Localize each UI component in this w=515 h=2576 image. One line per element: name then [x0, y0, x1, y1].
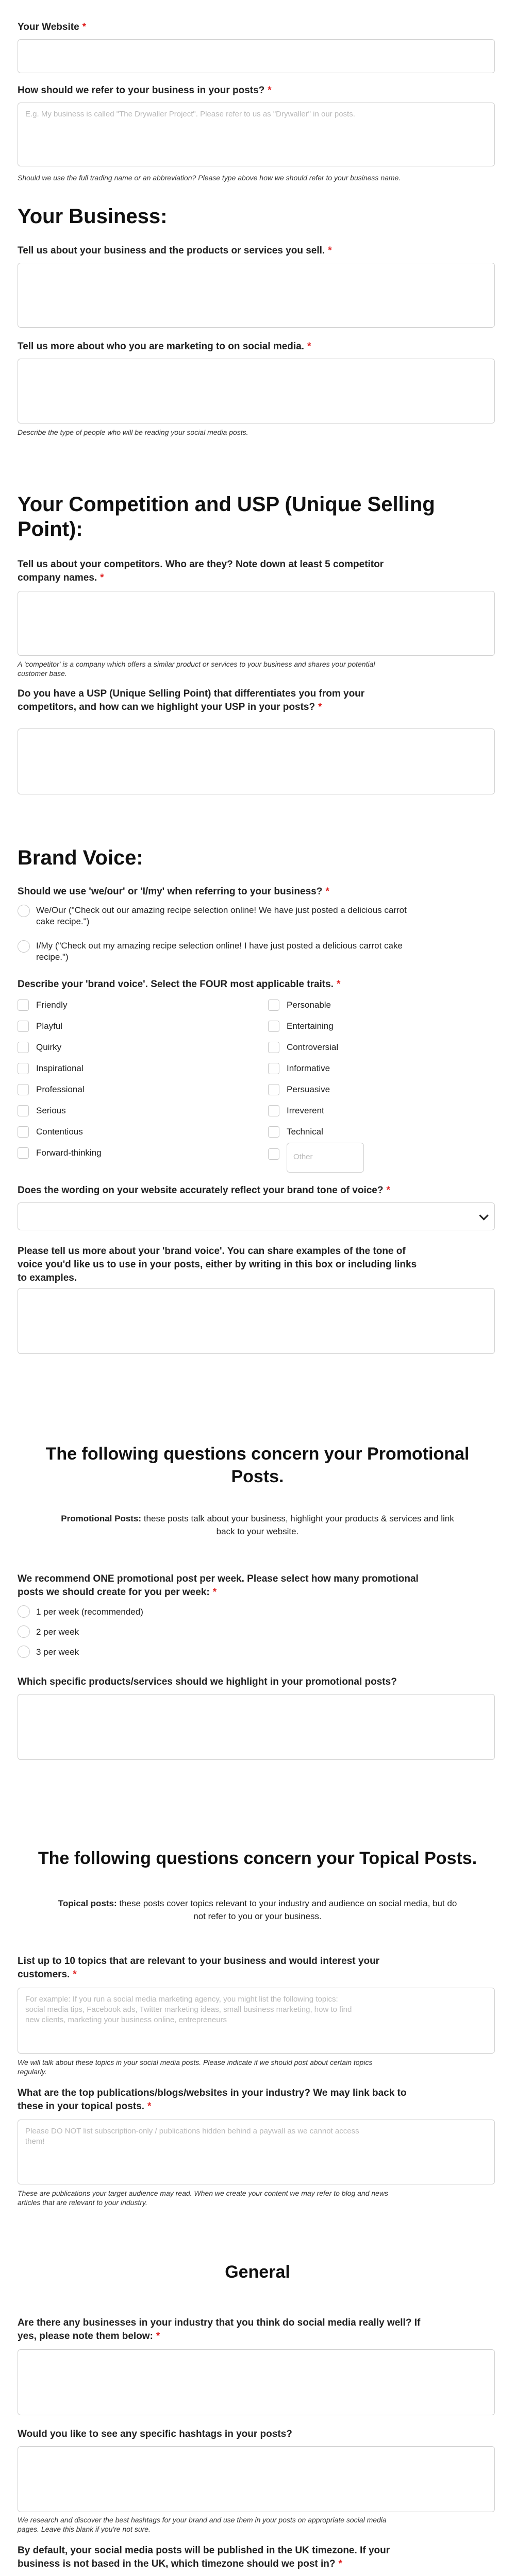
promo-count-option-2: 2 per week — [36, 1627, 79, 1637]
trait-label-personable: Personable — [287, 1000, 331, 1010]
timezone-label: By default, your social media posts will be published in the UK timezone. If your business is not based in the UK, which timezone should we post in? * — [18, 2545, 390, 2569]
general-heading: General — [225, 2262, 290, 2282]
marketing-textarea[interactable] — [18, 359, 495, 423]
business-heading: Your Business: — [18, 205, 168, 228]
trait-checkbox-technical[interactable] — [268, 1126, 279, 1138]
i-radio[interactable] — [18, 940, 30, 953]
topics-hint: We will talk about these topics in your social media posts. Please indicate if we should post about certain topics regularly. — [18, 2058, 373, 2076]
trait-checkbox-professional[interactable] — [18, 1084, 29, 1095]
refer-textarea[interactable] — [18, 103, 495, 166]
required-mark: * — [338, 2558, 342, 2569]
required-mark: * — [318, 702, 322, 713]
pubs-label: What are the top publications/blogs/websites in your industry? We may link back to these in your topical posts. * — [18, 2088, 407, 2112]
website-label: Your Website * — [18, 22, 87, 32]
competitors-textarea[interactable] — [18, 591, 495, 656]
refer-label: How should we refer to your business in your posts? * — [18, 85, 272, 96]
promo-intro: Promotional Posts: these posts talk about your business, highlight your products & services and link back to your website. — [61, 1514, 454, 1536]
hashtags-label: Would you like to see any specific hashtags in your posts? — [18, 2429, 292, 2439]
competitors-hint: A 'competitor' is a company which offers a similar product or services to your business and shares your potential customer base. — [18, 660, 375, 677]
others-label: Are there any businesses in your industry that you think do social media really well? If yes, please note them below: * — [18, 2317, 421, 2342]
promo-count-radio-3[interactable] — [18, 1646, 30, 1658]
trait-label-entertaining: Entertaining — [287, 1021, 334, 1031]
promo-count-radio-2[interactable] — [18, 1625, 30, 1638]
pubs-hint: These are publications your target audience may read. When we create your content we may refer to blog and news articles that are relevant to your industry. — [18, 2189, 389, 2207]
trait-label-playful: Playful — [36, 1021, 63, 1031]
trait-checkbox-friendly[interactable] — [18, 999, 29, 1011]
required-mark: * — [325, 886, 329, 897]
trait-label-professional: Professional — [36, 1084, 85, 1094]
trait-checkbox-irreverent[interactable] — [268, 1105, 279, 1116]
trait-checkbox-other[interactable] — [268, 1148, 279, 1160]
wording-select[interactable] — [18, 1202, 495, 1230]
trait-other-placeholder: Other — [293, 1153, 313, 1161]
competitors-label: Tell us about your competitors. Who are they? Note down at least 5 competitor company names. * — [18, 559, 384, 583]
brand-heading: Brand Voice: — [18, 846, 143, 869]
trait-label-technical: Technical — [287, 1127, 323, 1137]
marketing-hint: Describe the type of people who will be reading your social media posts. — [18, 428, 248, 436]
promo-count-option-3: 3 per week — [36, 1647, 79, 1657]
required-mark: * — [73, 1969, 77, 1980]
required-mark: * — [307, 341, 311, 352]
trait-label-persuasive: Persuasive — [287, 1084, 330, 1094]
competition-heading: Your Competition and USP (Unique Selling Point): — [18, 493, 435, 540]
trait-label-serious: Serious — [36, 1106, 66, 1115]
tone-textarea[interactable] — [18, 1288, 495, 1354]
marketing-label: Tell us more about who you are marketing to on social media. * — [18, 341, 311, 352]
topics-label: List up to 10 topics that are relevant to your business and would interest your customers. * — [18, 1956, 380, 1980]
required-mark: * — [147, 2101, 152, 2112]
promo-heading: The following questions concern your Promotional Posts. — [45, 1444, 470, 1486]
promo-count-option-1: 1 per week (recommended) — [36, 1607, 143, 1617]
trait-other-input[interactable] — [287, 1143, 364, 1173]
promo-products-label: Which specific products/services should we highlight in your promotional posts? — [18, 1676, 397, 1687]
traits-label: Describe your 'brand voice'. Select the FOUR most applicable traits. * — [18, 979, 341, 990]
wording-label: Does the wording on your website accurately reflect your brand tone of voice? * — [18, 1185, 390, 1196]
trait-label-contentious: Contentious — [36, 1127, 83, 1137]
trait-checkbox-inspirational[interactable] — [18, 1063, 29, 1074]
trait-checkbox-serious[interactable] — [18, 1105, 29, 1116]
business-about-label: Tell us about your business and the products or services you sell. * — [18, 245, 332, 256]
trait-checkbox-contentious[interactable] — [18, 1126, 29, 1138]
topical-intro: Topical posts: these posts cover topics relevant to your industry and audience on social media, but do not refer to you or your business. — [58, 1899, 457, 1921]
required-mark: * — [337, 979, 341, 990]
trait-checkbox-playful[interactable] — [18, 1021, 29, 1032]
trait-checkbox-entertaining[interactable] — [268, 1021, 279, 1032]
required-mark: * — [268, 85, 272, 96]
trait-label-inspirational: Inspirational — [36, 1063, 84, 1073]
topics-textarea[interactable] — [18, 1988, 495, 2054]
promo-products-textarea[interactable] — [18, 1694, 495, 1760]
trait-label-friendly: Friendly — [36, 1000, 68, 1010]
usp-label: Do you have a USP (Unique Selling Point) that differentiates you from your competitors, and how can we highlight your USP in your posts? * — [18, 688, 365, 713]
we-label: Should we use 'we/our' or 'I/my' when referring to your business? * — [18, 886, 329, 897]
business-about-textarea[interactable] — [18, 263, 495, 328]
required-mark: * — [386, 1185, 390, 1196]
promo-count-label: We recommend ONE promotional post per week. Please select how many promotional posts we should create for you per week: * — [18, 1573, 419, 1598]
trait-checkbox-informative[interactable] — [268, 1063, 279, 1074]
hashtags-hint: We research and discover the best hashtags for your brand and use them in your posts on appropriate social media pages. Leave this blank if you're not sure. — [18, 2516, 387, 2533]
trait-checkbox-personable[interactable] — [268, 999, 279, 1011]
required-mark: * — [100, 572, 104, 583]
topical-heading: The following questions concern your Topical Posts. — [38, 1849, 477, 1868]
chevron-down-icon — [479, 1211, 488, 1220]
website-input[interactable] — [18, 39, 495, 73]
topics-placeholder: For example: If you run a social media marketing agency, you might list the following topics: social media tips, Facebook ads, Twitter marketing ideas, small business marketing, how to find new clients, marketing your business online, entrepreneurs — [25, 1995, 352, 2024]
hashtags-textarea[interactable] — [18, 2446, 495, 2512]
i-option-label: I/My ("Check out my amazing recipe selection online! I have just posted a delicious carrot cake recipe.") — [36, 941, 403, 962]
required-mark: * — [212, 1587, 217, 1598]
usp-textarea[interactable] — [18, 728, 495, 794]
required-mark: * — [82, 22, 87, 32]
required-mark: * — [156, 2331, 160, 2342]
trait-label-quirky: Quirky — [36, 1042, 62, 1052]
promo-count-radio-1[interactable] — [18, 1605, 30, 1618]
trait-label-forward-thinking: Forward-thinking — [36, 1148, 102, 1158]
others-textarea[interactable] — [18, 2349, 495, 2415]
trait-label-irreverent: Irreverent — [287, 1106, 324, 1115]
we-radio[interactable] — [18, 905, 30, 917]
refer-placeholder: E.g. My business is called "The Drywaller Project". Please refer to us as "Drywaller" in our posts. — [25, 110, 355, 118]
trait-checkbox-quirky[interactable] — [18, 1042, 29, 1053]
refer-hint: Should we use the full trading name or an abbreviation? Please type above how we should refer to your business name. — [18, 174, 401, 182]
tone-label: Please tell us more about your 'brand voice'. You can share examples of the tone of voice you'd like us to use in your posts, either by writing in this box or including links to examples. — [18, 1246, 417, 1283]
we-option-label: We/Our ("Check out our amazing recipe selection online! We have just posted a delicious carrot cake recipe.") — [36, 905, 407, 926]
required-mark: * — [328, 245, 332, 256]
trait-label-informative: Informative — [287, 1063, 330, 1073]
trait-checkbox-controversial[interactable] — [268, 1042, 279, 1053]
trait-label-controversial: Controversial — [287, 1042, 339, 1052]
pubs-textarea[interactable] — [18, 2120, 495, 2184]
pubs-placeholder: Please DO NOT list subscription-only / publications hidden behind a paywall as we cannot access them! — [25, 2127, 359, 2146]
trait-checkbox-forward-thinking[interactable] — [18, 1147, 29, 1159]
trait-checkbox-persuasive[interactable] — [268, 1084, 279, 1095]
